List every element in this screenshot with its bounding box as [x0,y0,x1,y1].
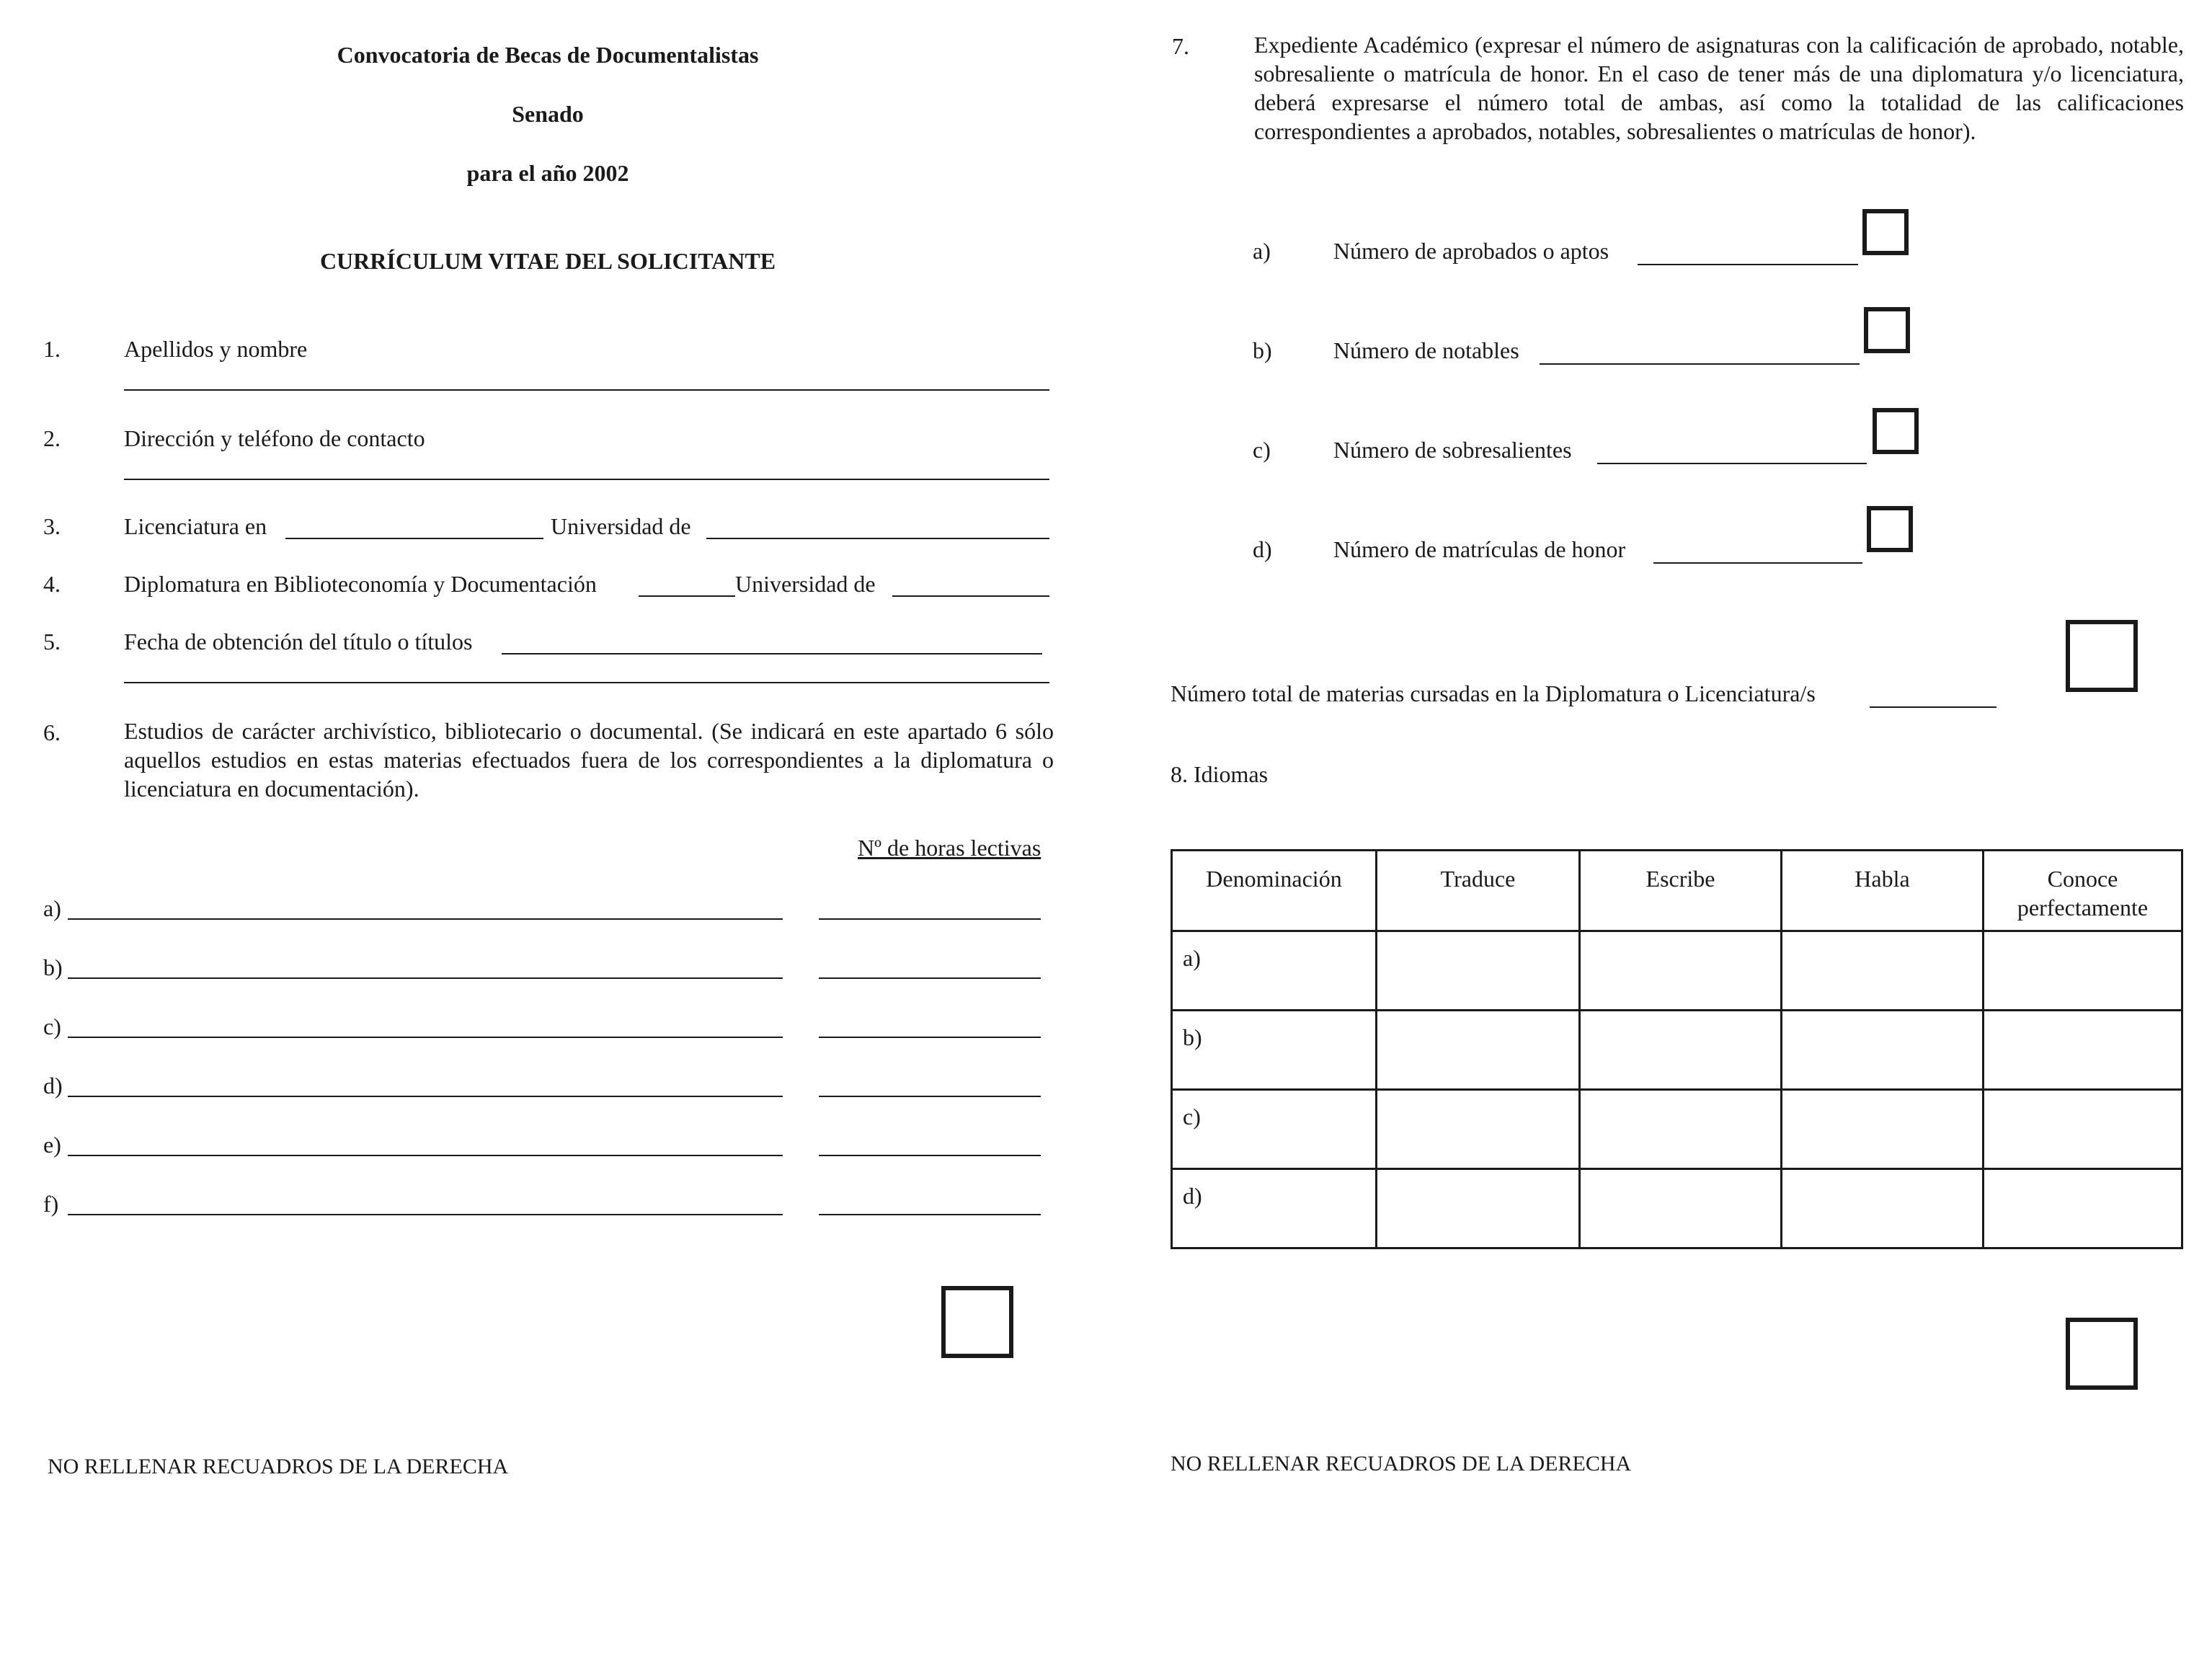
study-field[interactable] [68,1214,783,1215]
languages-table [1171,849,2183,1249]
page-title: CURRÍCULUM VITAE DEL SOLICITANTE [319,248,776,274]
column-header: Escribe [1580,851,1782,931]
university-field-4[interactable] [892,595,1049,597]
notable-field[interactable] [1540,363,1860,365]
table-cell[interactable] [1984,931,2182,1011]
footer-notice-left: NO RELLENAR RECUADROS DE LA DERECHA [48,1455,509,1478]
languages-title: 8. Idiomas [1171,761,1269,787]
column-header: Traduce [1377,851,1580,931]
table-cell[interactable] [1377,931,1580,1011]
notable-letter: b) [1253,337,1272,363]
degree-label: Licenciatura en [124,513,267,539]
passed-letter: a) [1253,238,1271,264]
table-row [1172,1011,2182,1090]
call-title: Convocatoria de Becas de Documentalistas [337,42,759,68]
institution-name: Senado [512,101,584,127]
table-cell[interactable] [1580,1169,1782,1248]
notable-label: Número de notables [1333,337,1519,363]
item-number-3: 3. [43,513,61,539]
study-hours-field[interactable] [819,977,1041,979]
study-row-label: c) [43,1013,61,1039]
university-label-4: Universidad de [735,571,876,597]
table-row [1172,931,2182,1011]
study-hours-field[interactable] [819,918,1041,920]
surname-name-field[interactable] [124,389,1049,391]
total-subjects-label: Número total de materias cursadas en la Diplomatura o Licenciatura/s [1171,680,1816,706]
outstanding-field[interactable] [1597,463,1867,464]
footer-notice-right: NO RELLENAR RECUADROS DE LA DERECHA [1171,1452,1632,1476]
study-hours-field[interactable] [819,1155,1041,1156]
study-row-label: e) [43,1132,61,1158]
total-subjects-field[interactable] [1870,706,1996,708]
study-row-label: a) [43,895,61,921]
passed-label: Número de aprobados o aptos [1333,238,1609,264]
table-row [1172,1090,2182,1169]
row-label[interactable]: a) [1172,931,1377,1011]
study-field[interactable] [68,1037,783,1038]
item-number-7: 7. [1172,33,1189,59]
passed-field[interactable] [1638,264,1858,265]
study-row-label: f) [43,1191,59,1217]
column-header: Habla [1782,851,1984,931]
honors-letter: d) [1253,536,1272,562]
table-cell[interactable] [1782,1090,1984,1169]
honors-field[interactable] [1653,562,1862,564]
outstanding-letter: c) [1253,437,1271,463]
table-cell[interactable] [1984,1090,2182,1169]
item-number-5: 5. [43,629,61,655]
university-label-3: Universidad de [551,513,691,539]
table-cell[interactable] [1984,1169,2182,1248]
row-label[interactable]: b) [1172,1011,1377,1090]
table-cell[interactable] [1377,1011,1580,1090]
diploma-label: Diplomatura en Biblioteconomía y Documentación [124,571,597,597]
total-office-box [2066,620,2138,692]
office-use-box-left [941,1286,1013,1358]
office-use-box-right [2066,1318,2138,1390]
study-hours-field[interactable] [819,1096,1041,1097]
table-row [1172,1169,2182,1248]
diploma-field[interactable] [639,595,735,597]
table-cell[interactable] [1580,931,1782,1011]
column-header: Denominación [1172,851,1377,931]
degree-field[interactable] [285,538,543,539]
hours-label: Nº de horas lectivas [858,835,1041,861]
table-cell[interactable] [1377,1169,1580,1248]
study-hours-field[interactable] [819,1037,1041,1038]
table-cell[interactable] [1782,1169,1984,1248]
table-cell[interactable] [1782,1011,1984,1090]
degree-date-field[interactable] [502,653,1042,655]
outstanding-label: Número de sobresalientes [1333,437,1572,463]
study-row-label: d) [43,1073,63,1099]
table-cell[interactable] [1377,1090,1580,1169]
study-row-label: b) [43,954,63,980]
degree-date-label: Fecha de obtención del título o títulos [124,629,473,655]
address-phone-label: Dirección y teléfono de contacto [124,425,425,451]
academic-record-description: Expediente Académico (expresar el número de asignaturas con la calificación de aprobado, notable, sobresaliente o matrícula de honor. En el caso de tener más de una diplomatura y/o licenciatura, deberá expresarse el número total de ambas, así como la totalidad de las calificaciones correspondientes a aprobados, notables, sobresalientes o matrículas de honor). [1254,32,2184,144]
notable-office-box [1864,307,1910,353]
table-cell[interactable] [1782,931,1984,1011]
study-hours-field[interactable] [819,1214,1041,1215]
table-header-row [1172,851,2182,931]
study-field[interactable] [68,1096,783,1097]
degree-date-field-2[interactable] [124,682,1049,683]
item-number-1: 1. [43,336,61,362]
item-number-2: 2. [43,425,61,451]
study-field[interactable] [68,1155,783,1156]
year-line: para el año 2002 [466,160,629,186]
table-cell[interactable] [1580,1011,1782,1090]
study-field[interactable] [68,977,783,979]
row-label[interactable]: c) [1172,1090,1377,1169]
row-label[interactable]: d) [1172,1169,1377,1248]
surname-name-label: Apellidos y nombre [124,336,308,362]
study-field[interactable] [68,918,783,920]
table-cell[interactable] [1984,1011,2182,1090]
item-number-4: 4. [43,571,61,597]
passed-office-box [1862,209,1909,255]
table-cell[interactable] [1580,1090,1782,1169]
honors-office-box [1867,506,1913,552]
address-phone-field[interactable] [124,479,1049,480]
column-header: Conoce perfectamente [1984,851,2182,931]
item-number-6: 6. [43,719,61,745]
university-field-3[interactable] [706,538,1049,539]
outstanding-office-box [1873,408,1919,454]
honors-label: Número de matrículas de honor [1333,536,1626,562]
studies-description: Estudios de carácter archivístico, bibliotecario o documental. (Se indicará en este apartado 6 sólo aquellos estudios en estas materias efectuados fuera de los correspondientes a la diplomatura o licenciatura en documentación). [124,718,1054,802]
